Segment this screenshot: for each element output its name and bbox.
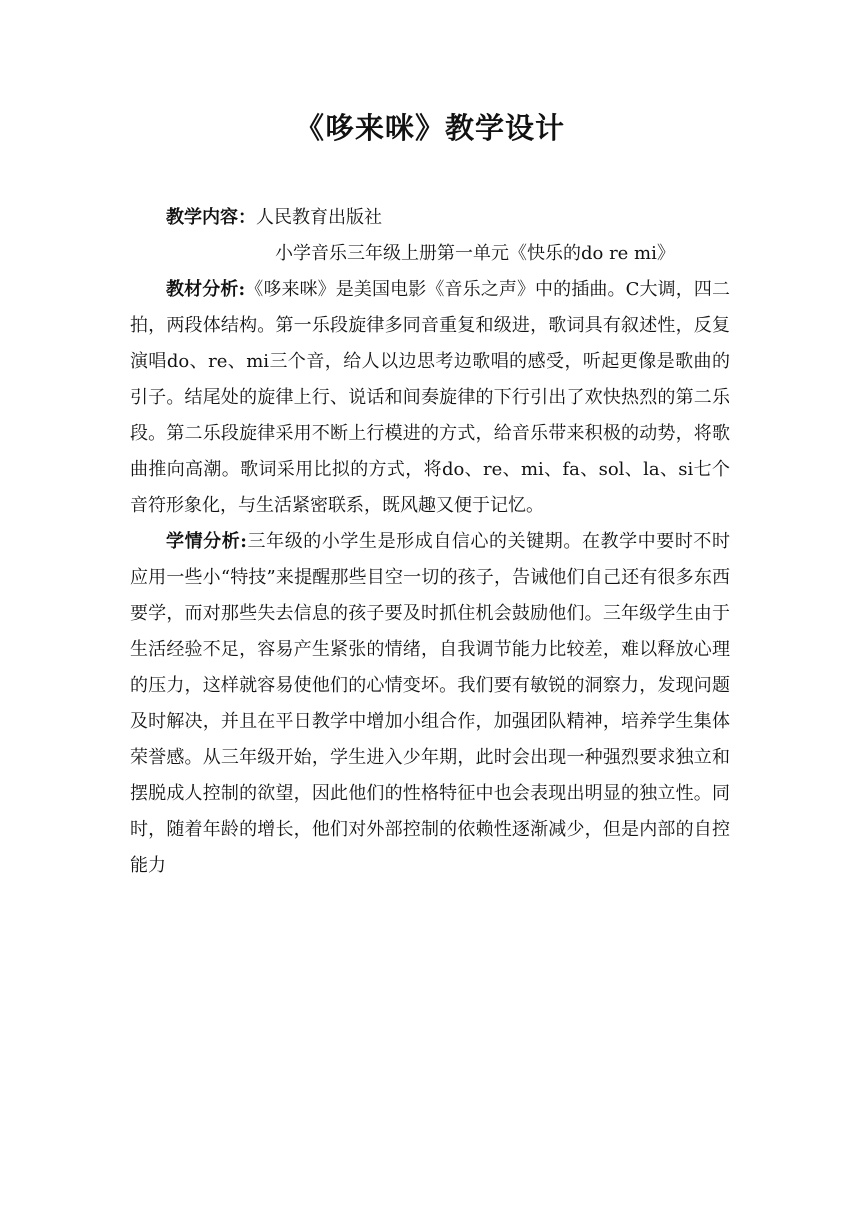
teaching-content-paragraph bbox=[130, 200, 730, 236]
student-analysis-label: 学情分析: bbox=[166, 531, 247, 552]
material-analysis-paragraph bbox=[130, 272, 730, 524]
student-analysis-text: 三年级的小学生是形成自信心的关键期。在教学中要时不时应用一些小“特技”来提醒那些目空一切的孩子，告诫他们自己还有很多东西要学，而对那些失去信息的孩子要及时抓住机会鼓励他们。三年级学生由于生活经验不足，容易产生紧张的情绪，自我调节能力比较差，难以释放心理的压力，这样就容易使他们的心情变坏。我们要有敏锐的洞察力，发现问题及时解决，并且在平日教学中增加小组合作，加强团队精神，培养学生集体荣誉感。从三年级开始，学生进入少年期，此时会出现一种强烈要求独立和摆脱成人控制的欲望，因此他们的性格特征中也会表现出明显的独立性。同时，随着年龄的增长，他们对外部控制的依赖性逐渐减少，但是内部的自控能力 bbox=[130, 531, 730, 876]
teaching-content-label: 教学内容： bbox=[166, 207, 256, 228]
material-analysis-label: 教材分析: bbox=[166, 279, 246, 300]
material-analysis-text: 《哆来咪》是美国电影《音乐之声》中的插曲。C大调，四二拍，两段体结构。第一乐段旋律多同音重复和级进，歌词具有叙述性，反复演唱do、re、mi三个音，给人以边思考边歌唱的感受，听起更像是歌曲的引子。结尾处的旋律上行、说话和间奏旋律的下行引出了欢快热烈的第二乐段。第二乐段旋律采用不断上行模进的方式，给音乐带来积极的动势，将歌曲推向高潮。歌词采用比拟的方式，将do、re、mi、fa、sol、la、si七个音符形象化，与生活紧密联系，既风趣又便于记忆。 bbox=[130, 279, 730, 516]
teaching-content-text: 人民教育出版社 bbox=[256, 207, 382, 228]
teaching-content-subline: 小学音乐三年级上册第一单元《快乐的do re mi》 bbox=[275, 243, 675, 264]
document-body bbox=[130, 200, 730, 884]
student-analysis-paragraph bbox=[130, 524, 730, 884]
document-title: 《哆来咪》教学设计 bbox=[294, 111, 565, 145]
